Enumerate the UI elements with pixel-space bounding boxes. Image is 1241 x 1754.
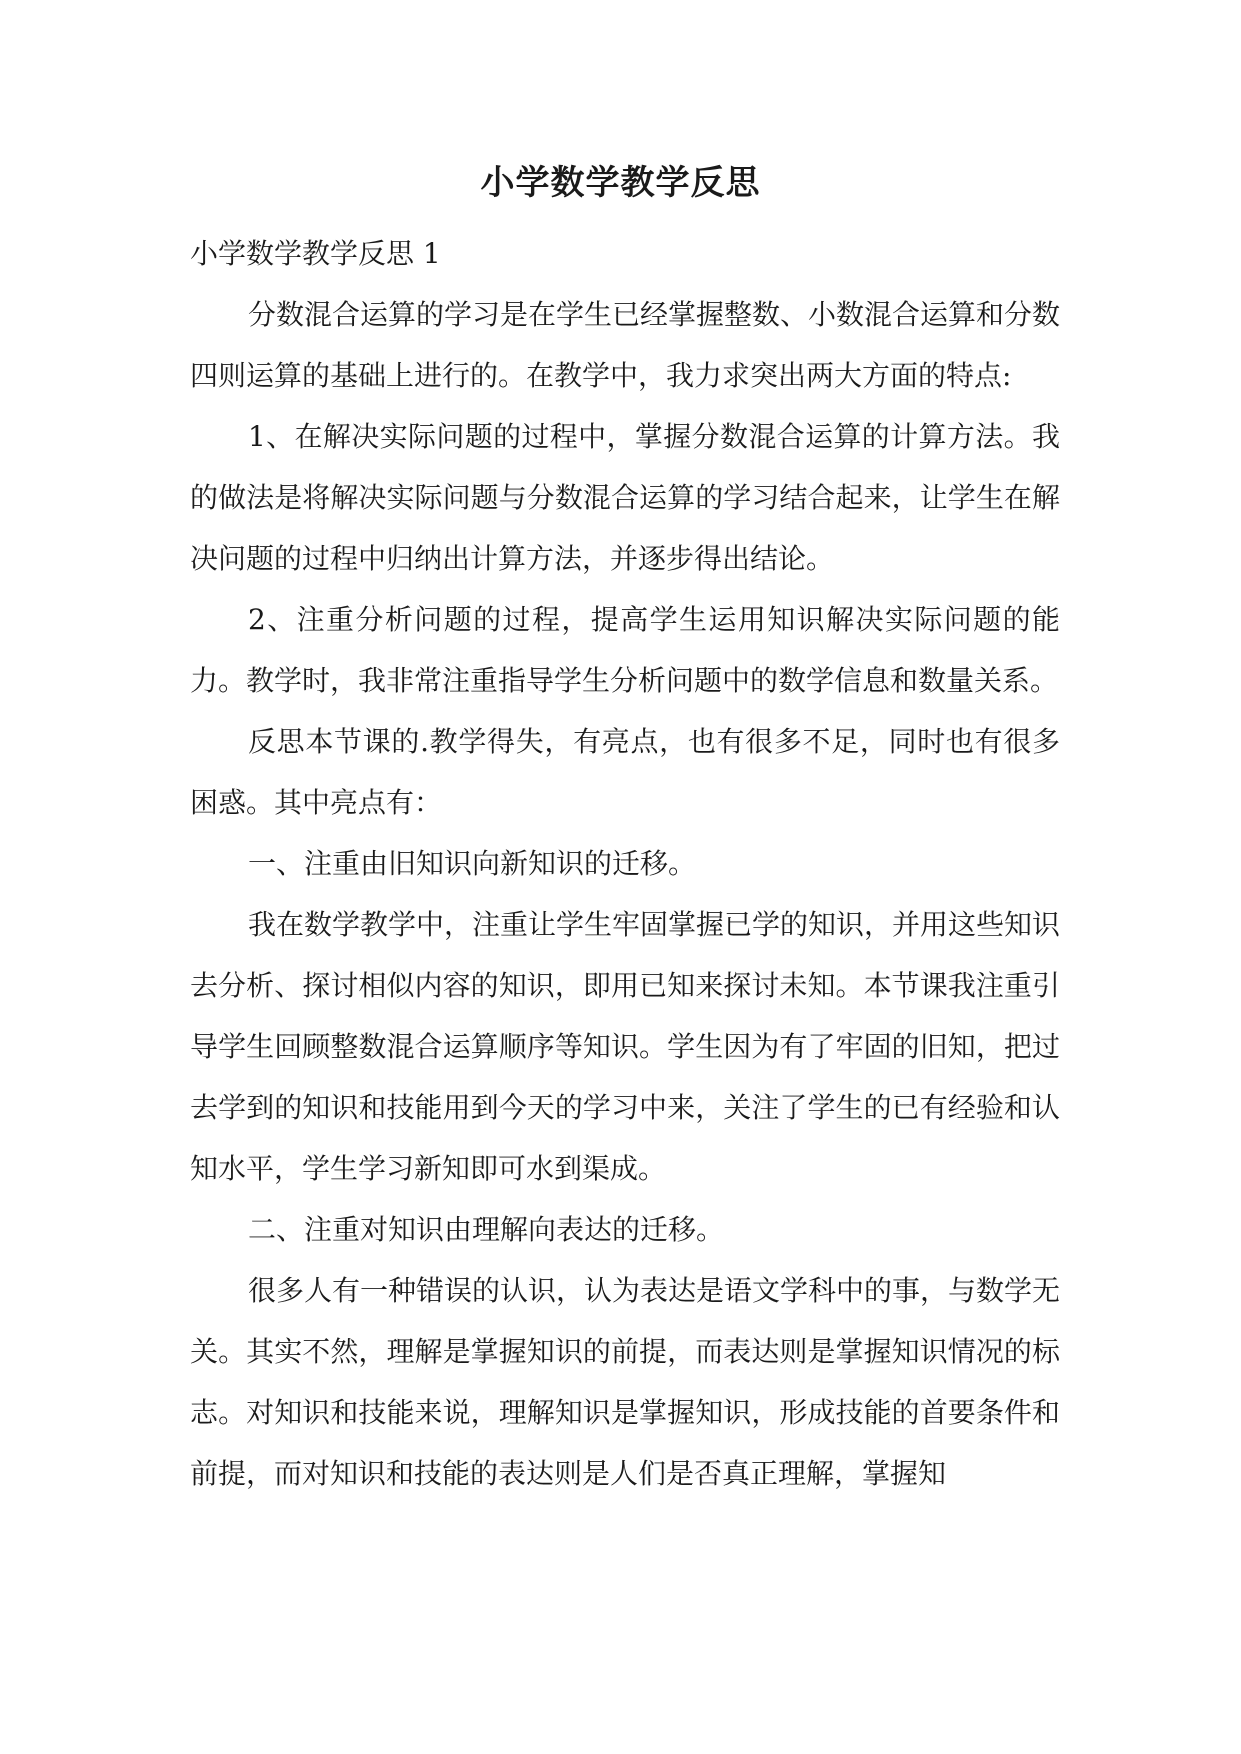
subheading-highlight-2: 二、注重对知识由理解向表达的迁移。 (248, 1213, 725, 1246)
paragraph-highlight-2: 很多人有一种错误的认识，认为表达是语文学科中的事，与数学无关。其实不然，理解是掌握知识的前提，而表达则是掌握知识情况的标志。对知识和技能来说，理解知识是掌握知识，形成技能的首要条件和前提，而对知识和技能的表达则是人们是否真正理解，掌握知 (190, 1274, 1061, 1490)
paragraph-point-1: 1、在解决实际问题的过程中，掌握分数混合运算的计算方法。我的做法是将解决实际问题与分数混合运算的学习结合起来，让学生在解决问题的过程中归纳出计算方法，并逐步得出结论。 (190, 420, 1060, 575)
paragraph-point-2: 2、注重分析问题的过程，提高学生运用知识解决实际问题的能力。教学时，我非常注重指导学生分析问题中的数学信息和数量关系。 (190, 603, 1060, 697)
document-body (190, 224, 1060, 1504)
section-heading: 小学数学教学反思 1 (190, 237, 441, 270)
paragraph-highlight-1: 我在数学教学中，注重让学生牢固掌握已学的知识，并用这些知识去分析、探讨相似内容的知识，即用已知来探讨未知。本节课我注重引导学生回顾整数混合运算顺序等知识。学生因为有了牢固的旧知，把过去学到的知识和技能用到今天的学习中来，关注了学生的已有经验和认知水平，学生学习新知即可水到渠成。 (190, 908, 1061, 1185)
paragraph-intro: 分数混合运算的学习是在学生已经掌握整数、小数混合运算和分数四则运算的基础上进行的。在教学中，我力求突出两大方面的特点: (190, 298, 1061, 392)
subheading-highlight-1: 一、注重由旧知识向新知识的迁移。 (248, 847, 697, 880)
document-title: 小学数学教学反思 (480, 163, 761, 203)
paragraph-reflection: 反思本节课的.教学得失，有亮点，也有很多不足，同时也有很多困惑。其中亮点有： (190, 725, 1060, 819)
